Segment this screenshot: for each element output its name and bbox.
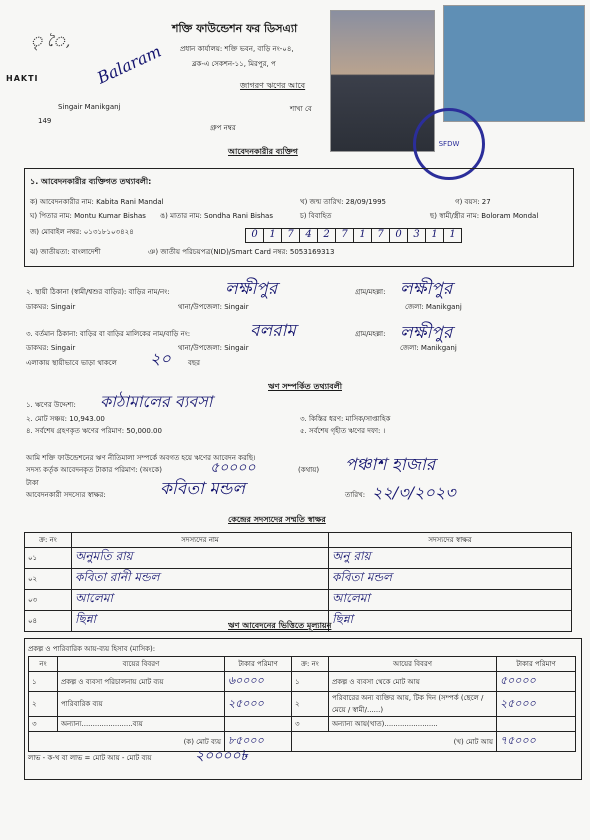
total-expense-label: (ক) মোট ব্যয় — [29, 732, 225, 752]
income-expense-table — [28, 656, 576, 752]
expense-desc: প্রকল্প ও ব্যবসা পরিচালনায় মোট ব্যয় — [58, 672, 225, 692]
row-no: ১ — [29, 672, 58, 692]
member-no: 149 — [38, 117, 52, 125]
applicant-name: ক) আবেদনকারীর নাম: Kabita Rani Mandal — [30, 198, 164, 206]
couple-photo — [443, 5, 585, 122]
expense-desc: অন্যান্য.......................ব্যয় — [58, 717, 225, 732]
member-name: অনুমতি রায় — [72, 548, 329, 569]
father-name: ঘ) পিতার নাম: Montu Kumar Bishas — [30, 212, 146, 220]
income-desc: পরিবারের অন্য ব্যক্তির আয়, টিক দিন (সম্পর্ক (ছেলে / মেয়ে / স্বামী/......) — [329, 692, 497, 717]
eval-header-row — [29, 657, 576, 672]
income-desc: অন্যান্য আয়(খাত)........................ — [329, 717, 497, 732]
present-district: জেলা: Manikganj — [400, 344, 457, 352]
total-income: ৭৫০০০ — [497, 732, 576, 752]
permanent-village-label: গ্রাম/মহল্লা: — [355, 288, 386, 296]
loan-name: জাগরণ ঋণের আবে — [240, 81, 306, 90]
branch-label: শাখা বে — [290, 105, 312, 113]
nid-digit-cell: 7 — [371, 228, 390, 243]
eval-sub: প্রকল্প ও পারিবারিক আয়-ব্যয় হিসাব (মাসিক): — [28, 645, 156, 653]
row-no: ৩ — [29, 717, 58, 732]
stay-value: ২০ — [150, 349, 171, 368]
permanent-village: লক্ষীপুর — [400, 279, 453, 299]
stay-label: এলাকায় স্থায়ীভাবে ভাড়া থাকলে — [26, 359, 117, 367]
income-amount: ২৫০০০ — [497, 692, 576, 717]
member-signature: আলেমা — [329, 590, 572, 611]
permanent-post: ডাকঘর: Singair — [26, 303, 76, 311]
present-post: ডাকঘর: Singair — [26, 344, 76, 352]
col-expense: ব্যয়ের বিবরণ — [58, 657, 225, 672]
stay-unit: বছর — [188, 359, 200, 367]
centre-header-row — [25, 533, 572, 548]
nid-digit-cell: 7 — [335, 228, 354, 243]
nid-digit-cell: 2 — [317, 228, 336, 243]
loan-heading: ঋণ সম্পর্কিত তথ্যাবলী — [268, 382, 342, 391]
mother-name: ঙ) মাতার নাম: Sondha Rani Bishas — [160, 212, 273, 220]
totals-row — [29, 732, 576, 752]
col-amount: টাকার পরিমাণ — [225, 657, 292, 672]
declaration-line1: আমি শক্তি ফাউন্ডেশনের ঋণ নীতিমালা সম্পর্কে অবগত হয়ে ঋণের আবেদন করছি। — [26, 454, 256, 462]
nid-digit-cell: 4 — [299, 228, 318, 243]
loan-purpose-label: ১. ঋণের উদ্দেশ্য: — [26, 401, 76, 409]
declaration-line2: সদস্য কর্তৃক আবেদনকৃত টাকার পরিমাণ: (অংকে) — [26, 466, 162, 474]
table-row — [29, 672, 576, 692]
sign-label: আবেদনকারী সদস্যের স্বাক্ষর: — [26, 491, 106, 499]
income-amount — [497, 717, 576, 732]
member-signature: ছিন্না — [329, 611, 572, 632]
last-loan-amount: ৪. সর্বশেষ গ্রহণকৃত ঋণের পরিমাণ: 50,000.00 — [26, 427, 162, 435]
col-no: নং — [29, 657, 58, 672]
stamp-text: SFDW — [438, 140, 460, 148]
col-sign: সদস্যদের স্বাক্ষর — [329, 533, 572, 548]
loan-purpose: কাঠামালের ব্যবসা — [100, 392, 213, 411]
permanent-house: লক্ষীপুর — [225, 279, 278, 299]
permanent-district: জেলা: Manikganj — [405, 303, 462, 311]
nid-digit-cell: 1 — [425, 228, 444, 243]
table-row — [25, 590, 572, 611]
total-savings: ২. মোট সঞ্চয়: 10,943.00 — [26, 415, 105, 423]
present-house: বলরাম — [250, 321, 296, 341]
age: গ) বয়স: 27 — [455, 198, 491, 206]
nid-digit-cell: 0 — [245, 228, 264, 243]
dob: খ) জন্ম তারিখ: 28/09/1995 — [300, 198, 387, 206]
centre-members-table — [24, 532, 572, 632]
expense-amount — [225, 717, 292, 732]
row-no: ০৩ — [25, 590, 72, 611]
total-expense: ৮৫০০০ — [225, 732, 292, 752]
present-village-label: গ্রাম/মহল্লা: — [355, 330, 386, 338]
declaration-line3: টাকা — [26, 479, 39, 487]
nid-digit-cell: 1 — [263, 228, 282, 243]
member-name: আলেমা — [72, 590, 329, 611]
address-line: ব্লক-এ সেকশন-১১, মিরপুর, প — [192, 60, 276, 68]
nid-digit-cell: 1 — [443, 228, 462, 243]
nationality: ঝ) জাতীয়তা: বাংলাদেশী — [30, 248, 101, 256]
eval-heading: ঋণ আবেদনের ভিত্তিতে মূল্যায়ন — [228, 621, 332, 630]
col-income: আয়ের বিবরণ — [329, 657, 497, 672]
permanent-address-label: ২. স্থায়ী ঠিকানা (স্বামী/শ্বশুর বাড়ির): বাড়ির নাম/নং: — [26, 288, 170, 296]
marital-status: চ) বিবাহিত — [300, 212, 332, 220]
nid-digit-cell: 0 — [389, 228, 408, 243]
header-signature: Balaram — [94, 41, 165, 88]
nid-digit-cell: 1 — [353, 228, 372, 243]
col-amount2: টাকার পরিমাণ — [497, 657, 576, 672]
member-name: কবিতা রানী মন্ডল — [72, 569, 329, 590]
table-row — [25, 548, 572, 569]
total-income-label: (খ) মোট আয় — [292, 732, 497, 752]
row-no2: ১ — [292, 672, 329, 692]
nid-cells — [245, 222, 461, 243]
row-no2: ৩ — [292, 717, 329, 732]
applied-amount: ৫০০০০ — [210, 460, 256, 476]
husband-name: ছ) স্বামী/স্ত্রীর নাম: Boloram Mondal — [430, 212, 539, 220]
table-row — [29, 692, 576, 717]
present-address-label: ৩. বর্তমান ঠিকানা: বাড়ির বা বাড়ির মালিকের নাম/বাড়ি নং: — [26, 330, 191, 338]
expense-amount: ৬০০০০ — [225, 672, 292, 692]
member-signature: অনু রায় — [329, 548, 572, 569]
nid-line: ঞ) জাতীয় পরিচয়পত্র(NID)/Smart Card নম্বর: 5053169313 — [148, 248, 335, 256]
permanent-thana: থানা/উপজেলা: Singair — [178, 303, 249, 311]
profit-label: লাভ - ক-খ বা লাভ = মোট আয় - মোট ব্যয় — [28, 754, 152, 762]
income-desc: প্রকল্প ও ব্যবসা থেকে মোট আয় — [329, 672, 497, 692]
table-row — [29, 717, 576, 732]
group-no-label: গ্রুপ নম্বর — [210, 124, 236, 132]
org-title: শক্তি ফাউন্ডেশন ফর ডিসএ্যা — [172, 22, 298, 35]
logo: HAKTI — [6, 74, 39, 83]
table-row — [25, 569, 572, 590]
row-no2: ২ — [292, 692, 329, 717]
amount-words-label: (কথায়) — [298, 466, 320, 474]
installment-type: ৩. কিস্তির ধরণ: মাসিক/সাপ্তাহিক — [300, 415, 391, 423]
row-no: ০৪ — [25, 611, 72, 632]
nid-digit-cell: 7 — [281, 228, 300, 243]
centre-heading: কেন্দ্রের সদস্যদের সম্মতি স্বাক্ষর — [228, 515, 326, 524]
income-amount: ৫০০০০ — [497, 672, 576, 692]
mobile: জ) মোবাইল নম্বর: ০১৩১৮১০৩৪২৪ — [30, 228, 134, 236]
personal-heading: ১. আবেদনকারীর ব্যক্তিগত তথ্যাবলী: — [30, 177, 152, 186]
date-value: ২২/৩/২০২৩ — [372, 483, 456, 502]
office-line: প্রধান কার্যালয়: শক্তি ভবন, বাড়ি নং-০৪, — [180, 45, 294, 53]
applicant-signature: কবিতা মন্ডল — [160, 479, 245, 499]
expense-amount: ২৫০০০ — [225, 692, 292, 717]
row-no: ০২ — [25, 569, 72, 590]
date-label: তারিখ: — [345, 491, 366, 499]
member-name: ছিন্না — [72, 611, 329, 632]
member-signature: কবিতা মন্ডল — [329, 569, 572, 590]
col-no2: ক্র: নং — [292, 657, 329, 672]
col-name: সদস্যদের নাম — [72, 533, 329, 548]
corner-scribble: ৃ ৈ, — [30, 34, 71, 50]
branch-value: Singair Manikganj — [58, 103, 121, 111]
present-village: লক্ষীপুর — [400, 323, 453, 343]
profit-value: ২০০০০৳ — [195, 748, 248, 764]
row-no: ২ — [29, 692, 58, 717]
present-thana: থানা/উপজেলা: Singair — [178, 344, 249, 352]
col-no: ক্র: নং — [25, 533, 72, 548]
amount-words: পঞ্চাশ হাজার — [345, 455, 436, 475]
nid-digit-cell: 3 — [407, 228, 426, 243]
last-loan-no: ৫. সর্বশেষ গৃহীত ঋণের দফা: । — [300, 427, 386, 435]
row-no: ০১ — [25, 548, 72, 569]
expense-desc: পারিবারিক ব্যয় — [58, 692, 225, 717]
application-heading: আবেদনকারীর ব্যক্তিগ — [228, 147, 298, 156]
